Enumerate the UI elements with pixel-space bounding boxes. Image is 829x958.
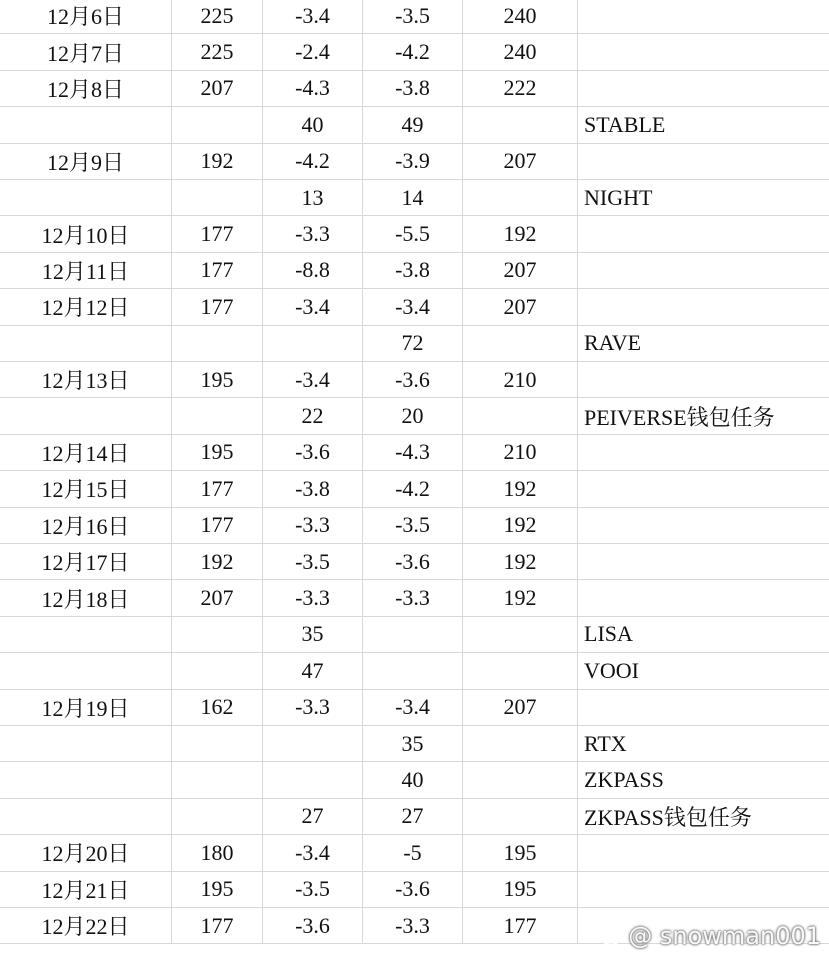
change-a-cell[interactable] <box>263 726 363 761</box>
change-b-cell[interactable]: -3.8 <box>363 253 463 288</box>
note-cell[interactable] <box>578 435 829 470</box>
date-cell[interactable] <box>0 107 172 142</box>
total-cell[interactable]: 222 <box>463 71 578 106</box>
date-cell[interactable] <box>0 762 172 797</box>
table-row <box>0 34 829 70</box>
total-cell[interactable] <box>463 617 578 652</box>
date-cell[interactable]: 12月12日 <box>0 289 172 324</box>
change-a-cell[interactable]: 27 <box>263 799 363 834</box>
note-cell[interactable]: STABLE <box>584 111 666 137</box>
change-a-cell[interactable]: -3.4 <box>263 362 363 397</box>
table-row <box>0 653 829 689</box>
table-row <box>0 580 829 616</box>
date-cell[interactable]: 12月7日 <box>0 34 172 69</box>
table-row <box>0 253 829 289</box>
table-row <box>0 544 829 580</box>
total-cell[interactable]: 207 <box>463 289 578 324</box>
change-b-cell[interactable]: -5 <box>363 835 463 870</box>
note-cell[interactable]: NIGHT <box>584 184 653 210</box>
table-row <box>0 398 829 434</box>
value-cell[interactable]: 177 <box>172 508 263 543</box>
total-cell[interactable] <box>463 326 578 361</box>
total-cell[interactable] <box>463 762 578 797</box>
value-cell[interactable] <box>172 180 263 215</box>
total-cell[interactable] <box>463 799 578 834</box>
date-cell[interactable]: 12月20日 <box>0 835 172 870</box>
total-cell[interactable] <box>463 653 578 688</box>
date-cell[interactable]: 12月11日 <box>0 253 172 288</box>
change-a-cell[interactable]: -3.3 <box>263 690 363 725</box>
total-cell[interactable]: 207 <box>463 690 578 725</box>
value-cell[interactable]: 225 <box>172 34 263 69</box>
change-b-cell[interactable]: -4.2 <box>363 34 463 69</box>
value-cell[interactable]: 177 <box>172 289 263 324</box>
weibo-logo-icon <box>600 924 624 948</box>
change-a-cell[interactable]: -3.4 <box>263 835 363 870</box>
watermark <box>600 922 821 950</box>
total-cell[interactable]: 210 <box>463 435 578 470</box>
note-cell[interactable] <box>578 216 829 251</box>
change-a-cell[interactable]: -3.3 <box>263 580 363 615</box>
table-row <box>0 835 829 871</box>
note-cell[interactable]: RTX <box>584 730 627 756</box>
note-cell[interactable] <box>578 289 829 324</box>
note-cell[interactable] <box>578 508 829 543</box>
note-cell[interactable] <box>578 580 829 615</box>
date-cell[interactable] <box>0 180 172 215</box>
total-cell[interactable]: 207 <box>463 144 578 179</box>
total-cell[interactable]: 210 <box>463 362 578 397</box>
change-b-cell[interactable]: 49 <box>363 107 463 142</box>
change-b-cell[interactable] <box>363 653 463 688</box>
change-a-cell[interactable]: -4.3 <box>263 71 363 106</box>
note-cell[interactable] <box>578 362 829 397</box>
value-cell[interactable] <box>172 398 263 433</box>
date-cell[interactable] <box>0 726 172 761</box>
change-b-cell[interactable]: 40 <box>363 762 463 797</box>
watermark-text: @ snowman001 <box>628 922 821 950</box>
note-cell[interactable] <box>578 690 829 725</box>
total-cell[interactable]: 240 <box>463 0 578 33</box>
change-b-cell[interactable]: 27 <box>363 799 463 834</box>
change-b-cell[interactable]: -3.6 <box>363 544 463 579</box>
table-row <box>0 216 829 252</box>
date-cell[interactable]: 12月14日 <box>0 435 172 470</box>
change-a-cell[interactable]: -3.8 <box>263 471 363 506</box>
change-a-cell[interactable] <box>263 762 363 797</box>
change-b-cell[interactable]: -4.2 <box>363 471 463 506</box>
change-a-cell[interactable]: -8.8 <box>263 253 363 288</box>
total-cell[interactable]: 195 <box>463 835 578 870</box>
change-b-cell[interactable]: -3.5 <box>363 0 463 33</box>
value-cell[interactable]: 195 <box>172 435 263 470</box>
total-cell[interactable]: 192 <box>463 508 578 543</box>
change-b-cell[interactable]: 35 <box>363 726 463 761</box>
value-cell[interactable]: 207 <box>172 580 263 615</box>
total-cell[interactable]: 192 <box>463 544 578 579</box>
table-row <box>0 799 829 835</box>
date-cell[interactable] <box>0 653 172 688</box>
value-cell[interactable] <box>172 762 263 797</box>
value-cell[interactable]: 195 <box>172 872 263 907</box>
total-cell[interactable]: 240 <box>463 34 578 69</box>
change-b-cell[interactable]: -3.6 <box>363 872 463 907</box>
value-cell[interactable]: 177 <box>172 471 263 506</box>
date-cell[interactable]: 12月19日 <box>0 690 172 725</box>
date-cell[interactable]: 12月16日 <box>0 508 172 543</box>
table-row <box>0 180 829 216</box>
note-cell[interactable]: PEIVERSE钱包任务 <box>584 404 775 430</box>
table-row <box>0 107 829 143</box>
change-b-cell[interactable]: -5.5 <box>363 216 463 251</box>
value-cell[interactable] <box>172 107 263 142</box>
value-cell[interactable]: 192 <box>172 144 263 179</box>
table-row <box>0 872 829 908</box>
change-a-cell[interactable]: -3.5 <box>263 544 363 579</box>
change-a-cell[interactable]: 22 <box>263 398 363 433</box>
total-cell[interactable] <box>463 726 578 761</box>
table-row <box>0 508 829 544</box>
total-cell[interactable]: 192 <box>463 471 578 506</box>
table-row <box>0 362 829 398</box>
change-a-cell[interactable]: -3.6 <box>263 908 363 943</box>
total-cell[interactable]: 177 <box>463 908 578 943</box>
change-a-cell[interactable]: -3.5 <box>263 872 363 907</box>
table-row <box>0 435 829 471</box>
total-cell[interactable]: 207 <box>463 253 578 288</box>
date-cell[interactable]: 12月8日 <box>0 71 172 106</box>
change-b-cell[interactable]: -3.9 <box>363 144 463 179</box>
note-cell[interactable]: RAVE <box>584 330 642 356</box>
date-cell[interactable] <box>0 799 172 834</box>
value-cell[interactable]: 177 <box>172 253 263 288</box>
total-cell[interactable]: 192 <box>463 216 578 251</box>
total-cell[interactable] <box>463 107 578 142</box>
note-cell[interactable] <box>578 544 829 579</box>
value-cell[interactable]: 192 <box>172 544 263 579</box>
note-cell[interactable] <box>578 34 829 69</box>
date-cell[interactable] <box>0 617 172 652</box>
note-cell[interactable]: ZKPASS钱包任务 <box>584 804 752 830</box>
note-cell[interactable] <box>578 872 829 907</box>
total-cell[interactable]: 192 <box>463 580 578 615</box>
value-cell[interactable]: 195 <box>172 362 263 397</box>
value-cell[interactable]: 207 <box>172 71 263 106</box>
total-cell[interactable]: 195 <box>463 872 578 907</box>
change-a-cell[interactable]: -3.3 <box>263 216 363 251</box>
date-cell[interactable]: 12月21日 <box>0 872 172 907</box>
date-cell[interactable]: 12月13日 <box>0 362 172 397</box>
date-cell[interactable]: 12月22日 <box>0 908 172 943</box>
value-cell[interactable]: 162 <box>172 690 263 725</box>
date-cell[interactable] <box>0 326 172 361</box>
value-cell[interactable] <box>172 726 263 761</box>
total-cell[interactable] <box>463 180 578 215</box>
change-a-cell[interactable] <box>263 326 363 361</box>
change-b-cell[interactable]: -3.5 <box>363 508 463 543</box>
date-cell[interactable]: 12月15日 <box>0 471 172 506</box>
change-a-cell[interactable]: 13 <box>263 180 363 215</box>
date-cell[interactable] <box>0 398 172 433</box>
note-cell[interactable]: ZKPASS <box>584 767 664 793</box>
change-b-cell[interactable]: -3.6 <box>363 362 463 397</box>
table-row <box>0 0 829 34</box>
change-b-cell[interactable]: -3.4 <box>363 289 463 324</box>
change-b-cell[interactable] <box>363 617 463 652</box>
value-cell[interactable] <box>172 653 263 688</box>
total-cell[interactable] <box>463 398 578 433</box>
change-a-cell[interactable]: 40 <box>263 107 363 142</box>
note-cell[interactable] <box>578 253 829 288</box>
change-b-cell[interactable]: -4.3 <box>363 435 463 470</box>
note-cell[interactable] <box>578 144 829 179</box>
note-cell[interactable]: VOOI <box>584 657 639 683</box>
change-b-cell[interactable]: 14 <box>363 180 463 215</box>
change-a-cell[interactable]: 35 <box>263 617 363 652</box>
date-cell[interactable]: 12月6日 <box>0 0 172 33</box>
value-cell[interactable]: 180 <box>172 835 263 870</box>
note-cell[interactable]: LISA <box>584 621 633 647</box>
change-a-cell[interactable]: -3.4 <box>263 0 363 33</box>
table-row <box>0 326 829 362</box>
change-a-cell[interactable]: -2.4 <box>263 34 363 69</box>
note-cell[interactable] <box>578 835 829 870</box>
date-cell[interactable]: 12月10日 <box>0 216 172 251</box>
change-b-cell[interactable]: -3.3 <box>363 580 463 615</box>
change-a-cell[interactable]: -3.3 <box>263 508 363 543</box>
value-cell[interactable] <box>172 326 263 361</box>
table-row <box>0 471 829 507</box>
table-row <box>0 144 829 180</box>
date-cell[interactable]: 12月18日 <box>0 580 172 615</box>
change-b-cell[interactable]: -3.3 <box>363 908 463 943</box>
note-cell[interactable] <box>578 471 829 506</box>
note-cell[interactable] <box>578 71 829 106</box>
table-row <box>0 762 829 798</box>
table-row <box>0 617 829 653</box>
date-cell[interactable]: 12月17日 <box>0 544 172 579</box>
table-row <box>0 289 829 325</box>
value-cell[interactable] <box>172 799 263 834</box>
change-a-cell[interactable]: -4.2 <box>263 144 363 179</box>
change-b-cell[interactable]: 20 <box>363 398 463 433</box>
note-cell[interactable] <box>578 0 829 33</box>
change-b-cell[interactable]: 72 <box>363 326 463 361</box>
table-row <box>0 726 829 762</box>
date-cell[interactable]: 12月9日 <box>0 144 172 179</box>
change-a-cell[interactable]: -3.6 <box>263 435 363 470</box>
value-cell[interactable]: 225 <box>172 0 263 33</box>
table-row <box>0 690 829 726</box>
value-cell[interactable]: 177 <box>172 216 263 251</box>
change-b-cell[interactable]: -3.4 <box>363 690 463 725</box>
change-b-cell[interactable]: -3.8 <box>363 71 463 106</box>
table-row <box>0 71 829 107</box>
change-a-cell[interactable]: 47 <box>263 653 363 688</box>
change-a-cell[interactable]: -3.4 <box>263 289 363 324</box>
value-cell[interactable] <box>172 617 263 652</box>
value-cell[interactable]: 177 <box>172 908 263 943</box>
